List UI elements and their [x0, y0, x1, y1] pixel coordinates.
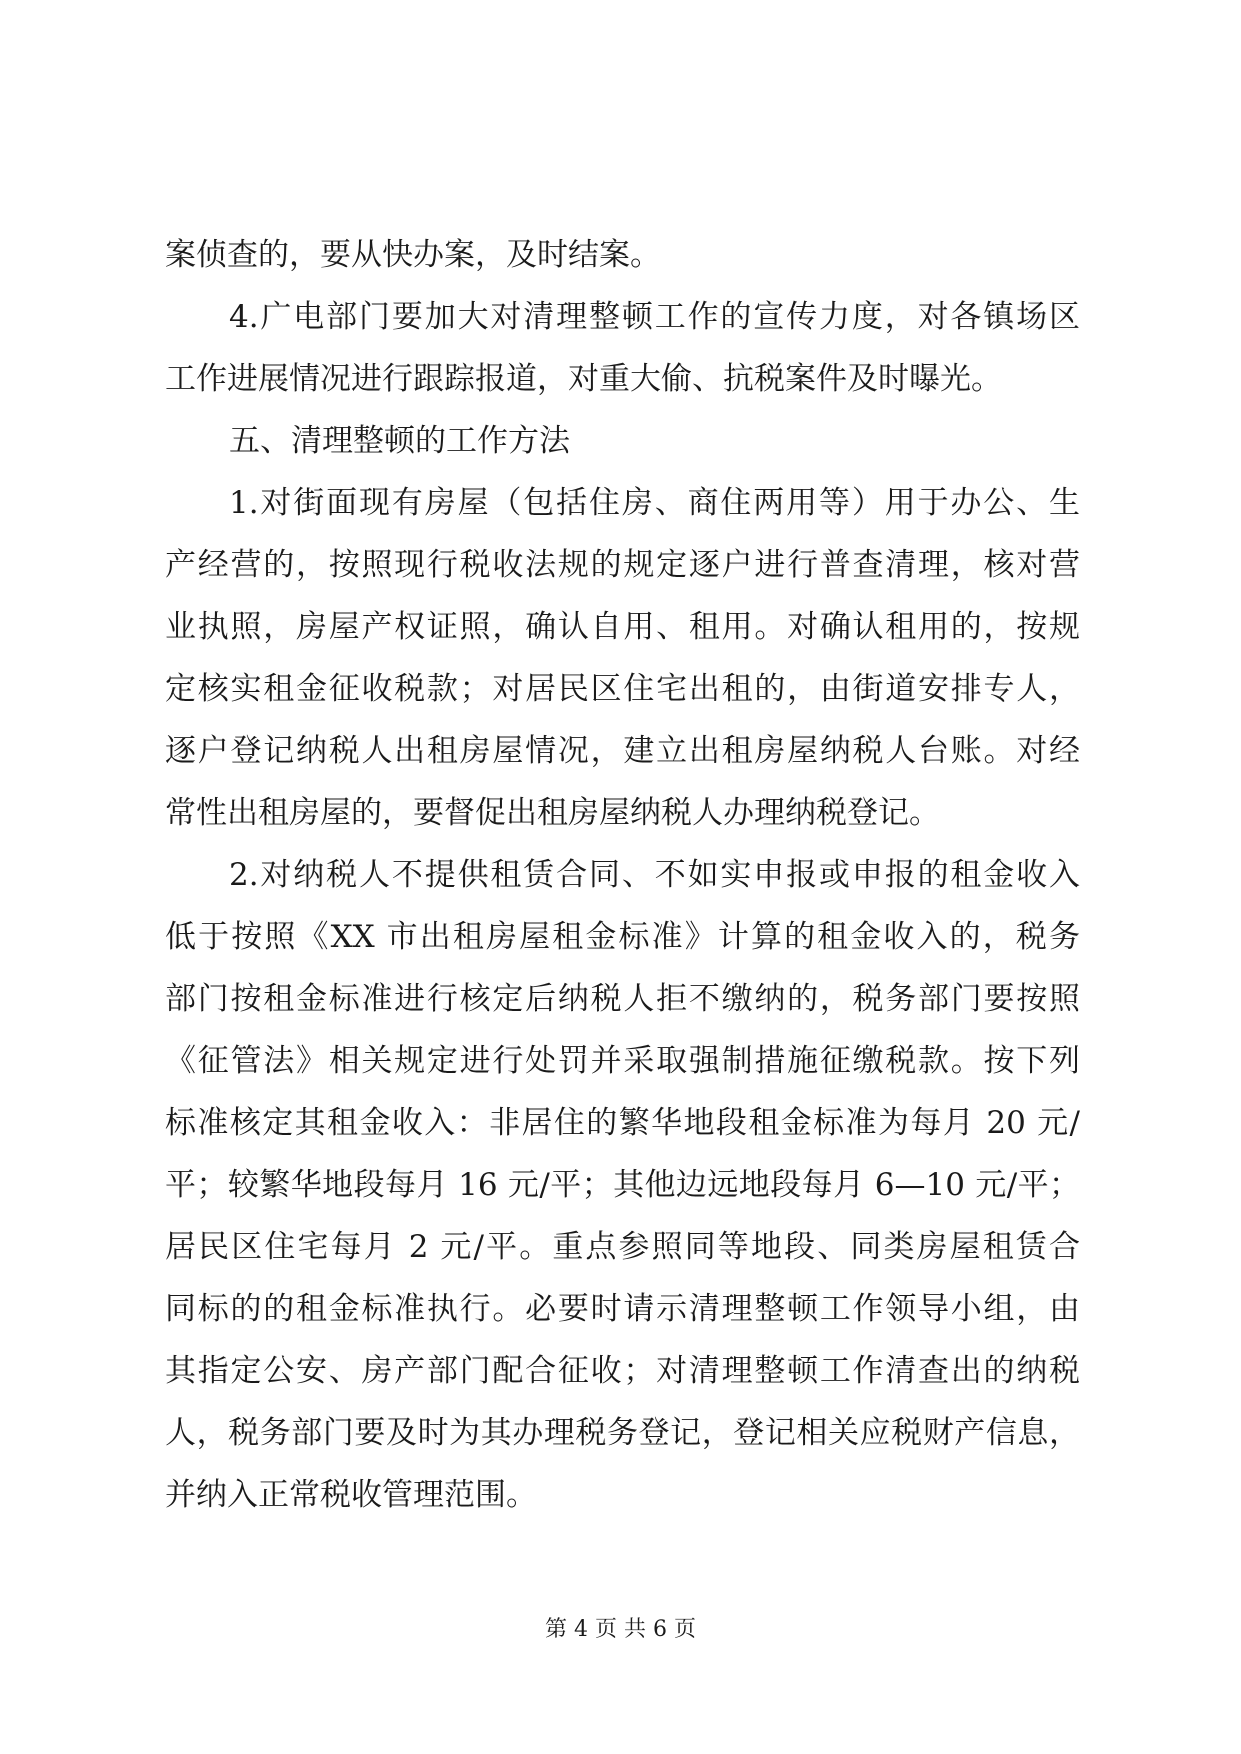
text-line: 2.对纳税人不提供租赁合同、不如实申报或申报的租金收入: [229, 857, 1080, 893]
text-line: 其指定公安、房产部门配合征收；对清理整顿工作清查出的纳税: [165, 1353, 1080, 1389]
text-line: 案侦查的，要从快办案，及时结案。: [165, 237, 661, 273]
text-line: 产经营的，按照现行税收法规的规定逐户进行普查清理，核对营: [165, 547, 1080, 583]
text-line: 并纳入正常税收管理范围。: [165, 1477, 537, 1513]
text-line: 业执照，房屋产权证照，确认自用、租用。对确认租用的，按规: [165, 609, 1080, 645]
text-line: 人，税务部门要及时为其办理税务登记，登记相关应税财产信息，: [165, 1415, 1080, 1451]
text-line: 常性出租房屋的，要督促出租房屋纳税人办理纳税登记。: [165, 795, 940, 831]
page-number-footer: 第 4 页 共 6 页: [545, 1617, 696, 1642]
text-line: 标准核定其租金收入：非居住的繁华地段租金标准为每月 20 元/: [165, 1105, 1080, 1141]
text-line: 4.广电部门要加大对清理整顿工作的宣传力度，对各镇场区: [229, 299, 1080, 335]
text-line: 逐户登记纳税人出租房屋情况，建立出租房屋纳税人台账。对经: [165, 733, 1080, 769]
text-line: 工作进展情况进行跟踪报道，对重大偷、抗税案件及时曝光。: [165, 361, 1002, 397]
text-line: 定核实租金征收税款；对居民区住宅出租的，由街道安排专人，: [165, 671, 1080, 707]
text-line: 平；较繁华地段每月 16 元/平；其他边远地段每月 6—10 元/平；: [165, 1167, 1080, 1203]
text-line: 同标的的租金标准执行。必要时请示清理整顿工作领导小组，由: [165, 1291, 1080, 1327]
text-line: 居民区住宅每月 2 元/平。重点参照同等地段、同类房屋租赁合: [165, 1229, 1080, 1265]
text-line: 《征管法》相关规定进行处罚并采取强制措施征缴税款。按下列: [165, 1043, 1080, 1079]
text-line: 部门按租金标准进行核定后纳税人拒不缴纳的，税务部门要按照: [165, 981, 1080, 1017]
body-text: [165, 224, 1080, 1526]
text-line: 1.对街面现有房屋（包括住房、商住两用等）用于办公、生: [229, 485, 1080, 521]
section-heading: 五、清理整顿的工作方法: [229, 423, 570, 459]
text-line: 低于按照《XX 市出租房屋租金标准》计算的租金收入的，税务: [165, 919, 1080, 955]
